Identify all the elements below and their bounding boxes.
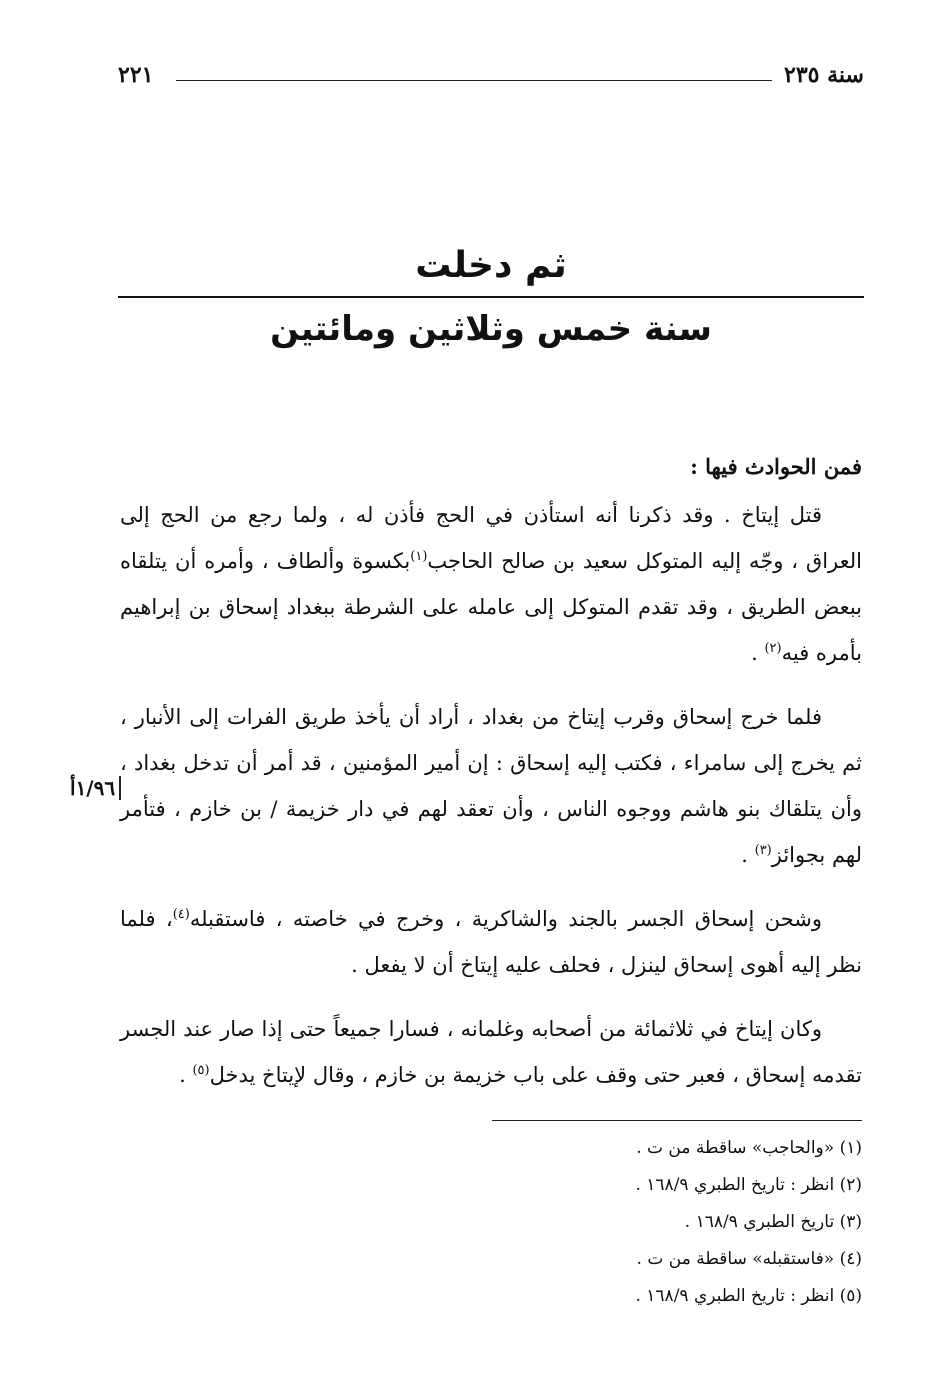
footnote-ref: (١) — [410, 549, 428, 564]
title-divider — [118, 296, 864, 298]
title-line-1: ثم دخلت — [415, 245, 567, 286]
paragraph-text: ، فلما نظر إليه أهوى إسحاق لينزل ، فحلف عليه إيتاخ أن لا يفعل . — [120, 907, 862, 977]
paragraph-text: . — [751, 641, 765, 665]
paragraph-2 — [120, 694, 862, 878]
paragraph-text: وشحن إسحاق الجسر بالجند والشاكرية ، وخرج في خاصته ، فاستقبله — [189, 907, 823, 931]
footnote-item: (٤) «فاستقبله» ساقطة من ت . — [636, 1249, 862, 1269]
paragraph-3 — [120, 896, 862, 988]
title-line-2: سنة خمس وثلاثين ومائتين — [270, 309, 712, 349]
paragraph-text: بكسوة وألطاف ، وأمره أن يتلقاه ببعض الطريق ، وقد تقدم المتوكل إلى عامله على الشرطة ببغداد إسحاق بن إبراهيم بأمره فيه — [120, 549, 862, 665]
paragraph-text: وكان إيتاخ في ثلاثمائة من أصحابه وغلمانه ، فسارا جميعاً حتى إذا صار عند الجسر تقدمه إسحاق ، فعبر حتى وقف على باب خزيمة بن خازم ، وقال لإيتاخ يدخل — [120, 1017, 862, 1087]
footnote-ref: (٢) — [764, 641, 782, 656]
section-heading: فمن الحوادث فيها : — [690, 454, 862, 479]
footnote-item: (٥) انظر : تاريخ الطبري ١٦٨/٩ . — [635, 1286, 862, 1306]
footnote-ref: (٣) — [754, 843, 772, 858]
paragraph-text: . — [741, 843, 755, 867]
page-number: ٢٢١ — [118, 62, 154, 88]
footnote-item: (١) «والحاجب» ساقطة من ت . — [636, 1138, 862, 1158]
paragraph-1 — [120, 492, 862, 676]
header-rule — [176, 80, 772, 81]
body-text — [120, 444, 862, 1116]
footnote-item: (٣) تاريخ الطبري ١٦٨/٩ . — [684, 1212, 862, 1232]
chapter-title — [118, 238, 864, 354]
paragraph-4 — [120, 1006, 862, 1098]
footnote-ref: (٤) — [172, 907, 190, 922]
paragraph-text: . — [179, 1063, 193, 1087]
paragraph-text: قتل إيتاخ . وقد ذكرنا أنه استأذن في الحج فأذن له ، ولما رجع من الحج إلى العراق ، وجّه إليه المتوكل سعيد بن صالح الحاجب — [120, 503, 862, 573]
header-year: سنة ٢٣٥ — [784, 62, 864, 88]
running-header — [118, 62, 864, 94]
footnote-item: (٢) انظر : تاريخ الطبري ١٦٨/٩ . — [635, 1175, 862, 1195]
manuscript-folio-note: ١/٩٦أ — [70, 776, 121, 800]
paragraph-text: فلما خرج إسحاق وقرب إيتاخ من بغداد ، أراد أن يأخذ طريق الفرات إلى الأنبار ، ثم يخرج إلى سامراء ، فكتب إليه إسحاق : إن أمير المؤمنين ، قد أمر أن تدخل بغداد ، وأن يتلقاك بنو هاشم ووجوه الناس ، وأن تعقد لهم في دار خزيمة / بن خازم ، فتأمر لهم بجوائز — [120, 705, 862, 867]
footnotes — [300, 1130, 862, 1315]
footnote-divider — [492, 1120, 862, 1121]
footnote-ref: (٥) — [192, 1063, 210, 1078]
